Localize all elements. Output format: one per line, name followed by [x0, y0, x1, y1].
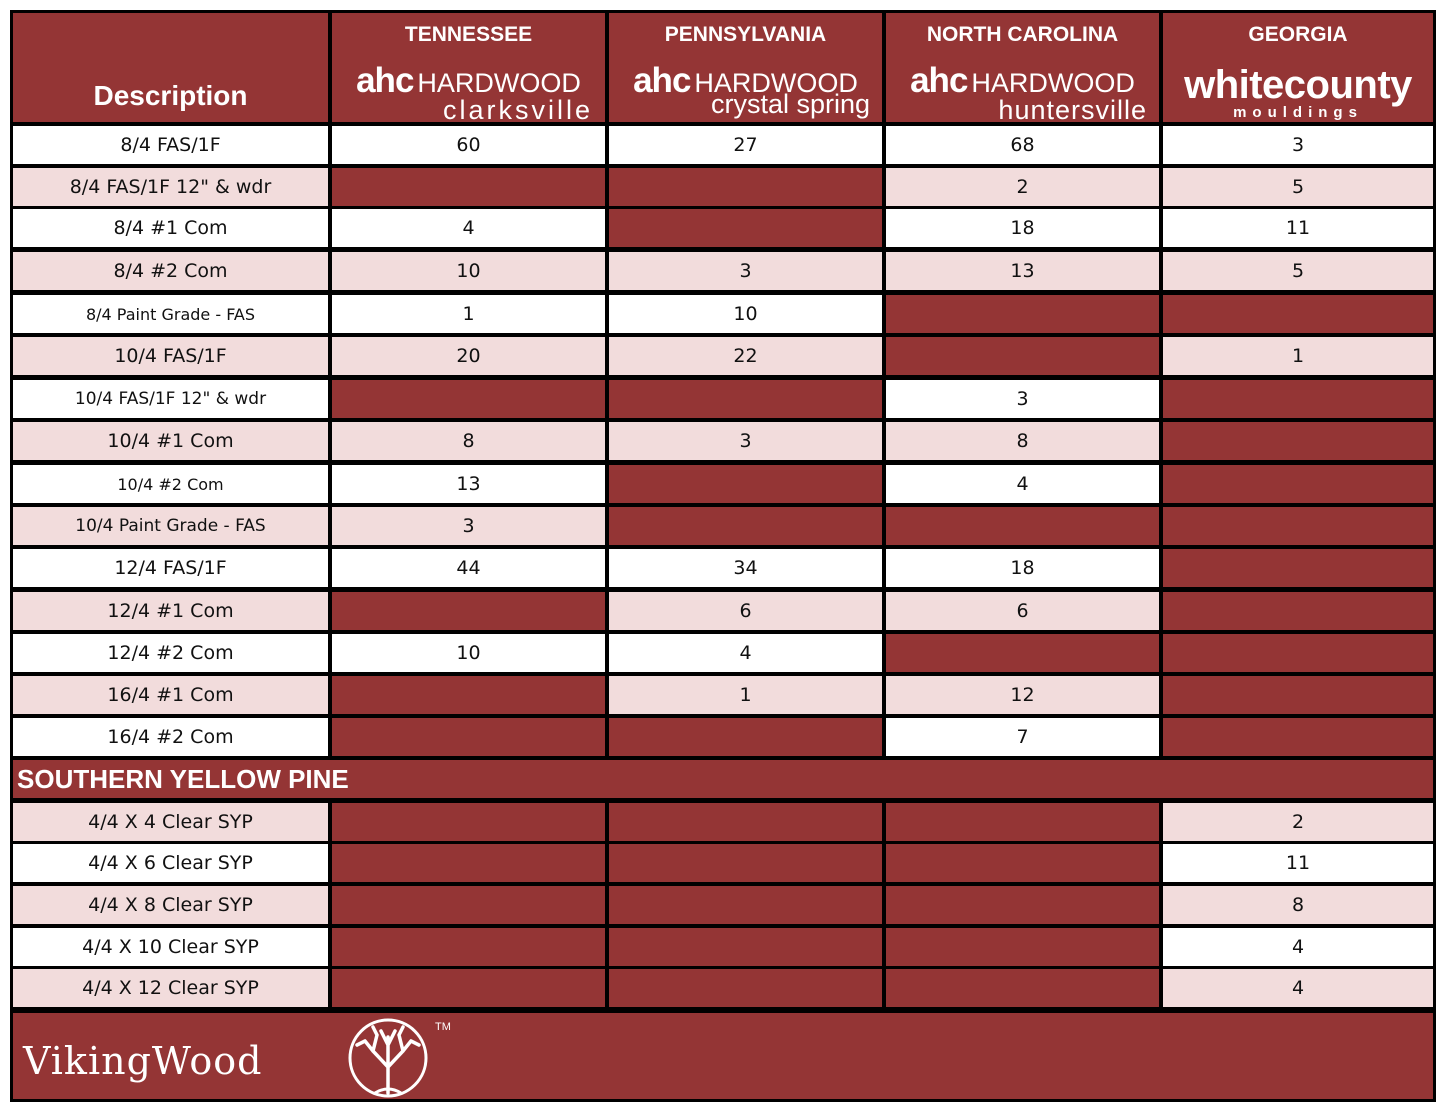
quantity-cell — [1163, 549, 1433, 587]
ahc-hardwood-logo: ahc HARDWOOD — [910, 61, 1135, 100]
trademark-label: TM — [435, 1021, 451, 1033]
quantity-cell: 4 — [1163, 969, 1433, 1007]
quantity-cell — [332, 592, 605, 630]
quantity-cell — [1163, 718, 1433, 756]
quantity-cell — [886, 886, 1159, 924]
quantity-cell — [332, 928, 605, 966]
location-label: clarksville — [442, 95, 593, 125]
quantity-cell: 8 — [1163, 886, 1433, 924]
quantity-cell — [1163, 592, 1433, 630]
quantity-cell — [609, 209, 882, 247]
row-label: 4/4 X 8 Clear SYP — [13, 886, 328, 924]
quantity-cell: 3 — [609, 422, 882, 460]
location-label: huntersville — [998, 95, 1147, 125]
quantity-cell — [609, 718, 882, 756]
quantity-cell: 10 — [609, 295, 882, 333]
quantity-cell: 7 — [886, 718, 1159, 756]
row-label: 8/4 FAS/1F 12" & wdr — [13, 168, 328, 206]
quantity-cell — [1163, 422, 1433, 460]
row-label: 8/4 #1 Com — [13, 209, 328, 247]
quantity-cell — [609, 507, 882, 545]
quantity-cell: 18 — [886, 209, 1159, 247]
quantity-cell — [332, 969, 605, 1007]
row-label: 16/4 #2 Com — [13, 718, 328, 756]
quantity-cell — [609, 969, 882, 1007]
row-label: 12/4 FAS/1F — [13, 549, 328, 587]
quantity-cell — [886, 844, 1159, 882]
quantity-cell: 6 — [886, 592, 1159, 630]
column-header-pennsylvania — [609, 13, 882, 122]
row-label: 10/4 #1 Com — [13, 422, 328, 460]
state-label: NORTH CAROLINA — [926, 23, 1119, 46]
quantity-cell — [1163, 380, 1433, 418]
row-label: 8/4 #2 Com — [13, 252, 328, 290]
quantity-cell: 8 — [332, 422, 605, 460]
quantity-cell — [1163, 676, 1433, 714]
state-label: GEORGIA — [1248, 23, 1348, 46]
quantity-cell — [332, 380, 605, 418]
quantity-cell: 60 — [332, 126, 605, 164]
ahc-hardwood-logo: ahc HARDWOOD — [633, 61, 858, 100]
mouldings-label: mouldings — [1233, 104, 1363, 121]
quantity-cell — [886, 295, 1159, 333]
footer — [13, 1013, 1433, 1099]
row-label: 12/4 #1 Com — [13, 592, 328, 630]
quantity-cell — [332, 676, 605, 714]
row-label: 4/4 X 6 Clear SYP — [13, 844, 328, 882]
quantity-cell: 20 — [332, 337, 605, 375]
row-label: 8/4 Paint Grade - FAS — [13, 295, 328, 333]
column-header-georgia — [1163, 13, 1433, 122]
quantity-cell: 18 — [886, 549, 1159, 587]
quantity-cell: 10 — [332, 634, 605, 672]
quantity-cell: 3 — [1163, 126, 1433, 164]
quantity-cell: 4 — [886, 465, 1159, 503]
section-title-southern-yellow-pine: SOUTHERN YELLOW PINE — [13, 760, 1433, 798]
row-label: 4/4 X 12 Clear SYP — [13, 969, 328, 1007]
quantity-cell: 5 — [1163, 252, 1433, 290]
quantity-cell: 8 — [886, 422, 1159, 460]
quantity-cell: 11 — [1163, 844, 1433, 882]
quantity-cell — [886, 634, 1159, 672]
quantity-cell — [609, 465, 882, 503]
quantity-cell — [332, 718, 605, 756]
quantity-cell — [332, 168, 605, 206]
state-label: PENNSYLVANIA — [664, 23, 827, 46]
quantity-cell — [332, 886, 605, 924]
quantity-cell: 44 — [332, 549, 605, 587]
quantity-cell — [1163, 295, 1433, 333]
quantity-cell — [609, 803, 882, 841]
quantity-cell: 4 — [1163, 928, 1433, 966]
quantity-cell — [1163, 465, 1433, 503]
quantity-cell: 3 — [609, 252, 882, 290]
quantity-cell — [886, 507, 1159, 545]
quantity-cell: 1 — [332, 295, 605, 333]
quantity-cell: 22 — [609, 337, 882, 375]
quantity-cell — [609, 844, 882, 882]
quantity-cell: 3 — [332, 507, 605, 545]
column-header-north-carolina — [886, 13, 1159, 125]
quantity-cell — [609, 928, 882, 966]
whitecounty-logo: whitecounty — [1184, 63, 1412, 107]
quantity-cell: 34 — [609, 549, 882, 587]
quantity-cell — [332, 844, 605, 882]
quantity-cell — [1163, 634, 1433, 672]
description-header — [13, 13, 328, 122]
quantity-cell — [886, 803, 1159, 841]
quantity-cell — [609, 168, 882, 206]
ahc-hardwood-logo: ahc HARDWOOD — [356, 61, 581, 100]
state-label: TENNESSEE — [404, 23, 533, 46]
row-label: 16/4 #1 Com — [13, 676, 328, 714]
tree-logo-icon — [343, 1015, 433, 1101]
quantity-cell — [886, 928, 1159, 966]
column-header-tennessee — [332, 13, 605, 125]
row-label: 8/4 FAS/1F — [13, 126, 328, 164]
quantity-cell: 2 — [1163, 803, 1433, 841]
quantity-cell — [886, 969, 1159, 1007]
quantity-cell: 3 — [886, 380, 1159, 418]
quantity-cell — [1163, 507, 1433, 545]
quantity-cell: 13 — [886, 252, 1159, 290]
row-label: 10/4 Paint Grade - FAS — [13, 507, 328, 545]
quantity-cell: 4 — [332, 209, 605, 247]
quantity-cell — [886, 337, 1159, 375]
row-label: 4/4 X 10 Clear SYP — [13, 928, 328, 966]
quantity-cell — [609, 886, 882, 924]
description-title: Description — [93, 80, 248, 111]
row-label: 12/4 #2 Com — [13, 634, 328, 672]
quantity-cell: 6 — [609, 592, 882, 630]
inventory-table — [10, 10, 1436, 1102]
quantity-cell: 27 — [609, 126, 882, 164]
quantity-cell: 1 — [609, 676, 882, 714]
quantity-cell: 4 — [609, 634, 882, 672]
row-label: 10/4 #2 Com — [13, 465, 328, 503]
quantity-cell: 2 — [886, 168, 1159, 206]
quantity-cell: 5 — [1163, 168, 1433, 206]
quantity-cell: 68 — [886, 126, 1159, 164]
quantity-cell — [332, 803, 605, 841]
quantity-cell: 11 — [1163, 209, 1433, 247]
vikingwood-brand: VikingWood — [23, 1039, 263, 1083]
quantity-cell: 1 — [1163, 337, 1433, 375]
quantity-cell: 10 — [332, 252, 605, 290]
row-label: 10/4 FAS/1F 12" & wdr — [13, 380, 328, 418]
quantity-cell — [609, 380, 882, 418]
location-label: crystal spring — [710, 89, 870, 119]
quantity-cell: 12 — [886, 676, 1159, 714]
quantity-cell: 13 — [332, 465, 605, 503]
row-label: 4/4 X 4 Clear SYP — [13, 803, 328, 841]
row-label: 10/4 FAS/1F — [13, 337, 328, 375]
